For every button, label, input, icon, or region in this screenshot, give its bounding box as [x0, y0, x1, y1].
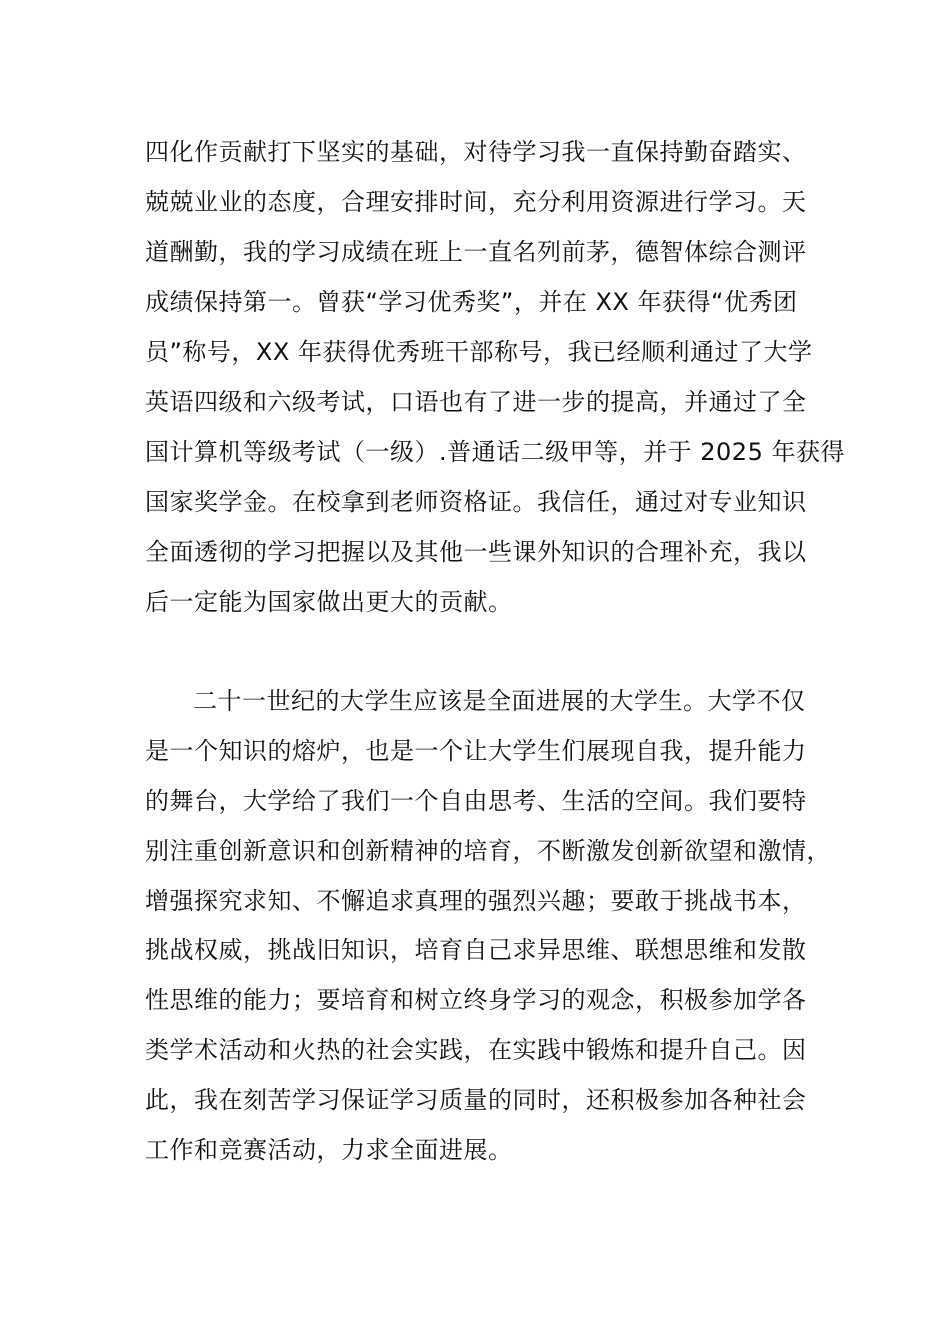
paragraph-2-line-5: 增强探究求知、不懈追求真理的强烈兴趣；要敢于挑战书本， [145, 887, 807, 915]
paragraph-1-line-1: 四化作贡献打下坚实的基础，对待学习我一直保持勤奋踏实、 [145, 138, 807, 166]
paragraph-2-line-4: 别注重创新意识和创新精神的培育，不断激发创新欲望和激情， [145, 837, 831, 865]
paragraph-1-line-8: 国家奖学金。在校拿到老师资格证。我信任，通过对专业知识 [145, 488, 807, 516]
paragraph-1-line-7: 国计算机等级考试（一级）.普通话二级甲等，并于 2025 年获得 [145, 438, 845, 466]
paragraph-2-line-6: 挑战权威，挑战旧知识，培育自己求异思维、联想思维和发散 [145, 936, 807, 964]
paragraph-1-line-9: 全面透彻的学习把握以及其他一些课外知识的合理补充，我以 [145, 538, 807, 566]
paragraph-2-line-8: 类学术活动和火热的社会实践，在实践中锻炼和提升自己。因 [145, 1036, 807, 1064]
paragraph-1-line-6: 英语四级和六级考试，口语也有了进一步的提高，并通过了全 [145, 388, 807, 416]
paragraph-1-line-10: 后一定能为国家做出更大的贡献。 [145, 588, 513, 616]
paragraph-2-line-3: 的舞台，大学给了我们一个自由思考、生活的空间。我们要特 [145, 787, 807, 815]
paragraph-2-line-1: 二十一世纪的大学生应该是全面进展的大学生。大学不仅 [193, 687, 806, 715]
paragraph-2-line-10: 工作和竞赛活动，力求全面进展。 [145, 1136, 513, 1164]
paragraph-2-line-9: 此，我在刻苦学习保证学习质量的同时，还积极参加各种社会 [145, 1086, 807, 1114]
paragraph-1-line-5: 员”称号，XX 年获得优秀班干部称号，我已经顺利通过了大学 [145, 338, 813, 366]
paragraph-2-line-7: 性思维的能力；要培育和树立终身学习的观念，积极参加学各 [145, 986, 807, 1014]
paragraph-1-line-2: 兢兢业业的态度，合理安排时间，充分利用资源进行学习。天 [145, 188, 807, 216]
paragraph-1-line-3: 道酬勤，我的学习成绩在班上一直名列前茅，德智体综合测评 [145, 238, 807, 266]
paragraph-2-line-2: 是一个知识的熔炉，也是一个让大学生们展现自我，提升能力 [145, 737, 807, 765]
paragraph-1-line-4: 成绩保持第一。曾获“学习优秀奖”，并在 XX 年获得“优秀团 [145, 288, 798, 316]
